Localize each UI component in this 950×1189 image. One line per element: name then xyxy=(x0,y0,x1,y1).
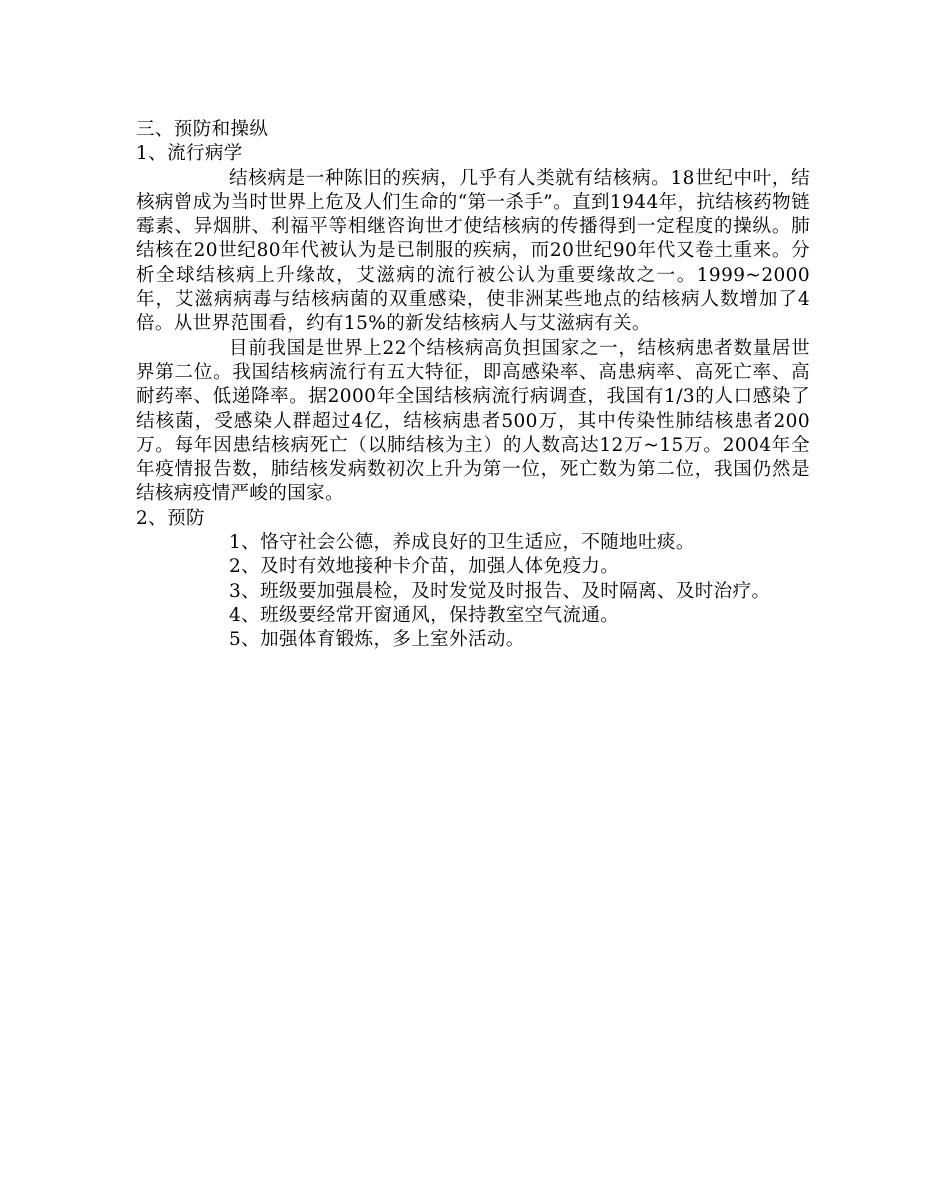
subsection-title-epidemiology: 1、流行病学 xyxy=(136,143,243,165)
prevention-item: 4、班级要经常开窗通风，保持教室空气流通。 xyxy=(229,604,620,626)
section-title: 三、预防和操纵 xyxy=(136,119,269,140)
paragraph-china-status: 目前我国是世界上22个结核病高负担国家之一，结核病患者数量居世界第二位。我国结核病流行有五大特征，即高感染率、高患病率、高死亡率、高耐药率、低递降率。据2000年全国结核病流行病调查，我国有1/3的人口感染了结核菌，受感染人群超过4亿，结核病患者500万，其中传染性肺结核患者200万。每年因患结核病死亡（以肺结核为主）的人数高达12万~15万。2004年全年疫情报告数，肺结核发病数初次上升为第一位，死亡数为第二位，我国仍然是结核病疫情严峻的国家。 xyxy=(136,337,810,505)
subsection-title-prevention: 2、预防 xyxy=(136,507,205,529)
prevention-item: 2、及时有效地接种卡介苗，加强人体免疫力。 xyxy=(229,556,620,578)
prevention-item: 1、恪守社会公德，养成良好的卫生适应，不随地吐痰。 xyxy=(229,532,695,554)
document-body xyxy=(136,118,810,653)
paragraph-history: 结核病是一种陈旧的疾病，几乎有人类就有结核病。18世纪中叶，结核病曾成为当时世界上危及人们生命的“第一杀手”。直到1944年，抗结核药物链霉素、异烟肼、利福平等相继咨询世才使结核病的传播得到一定程度的操纵。肺结核在20世纪80年代被认为是已制服的疾病，而20世纪90年代又卷土重来。分析全球结核病上升缘故，艾滋病的流行被公认为重要缘故之一。1999~2000年，艾滋病病毒与结核病菌的双重感染，使非洲某些地点的结核病人数增加了4倍。从世界范围看，约有15%的新发结核病人与艾滋病有关。 xyxy=(136,167,810,335)
prevention-item: 3、班级要加强晨检，及时发觉及时报告、及时隔离、及时治疗。 xyxy=(229,580,771,602)
prevention-item: 5、加强体育锻炼，多上室外活动。 xyxy=(229,629,525,651)
